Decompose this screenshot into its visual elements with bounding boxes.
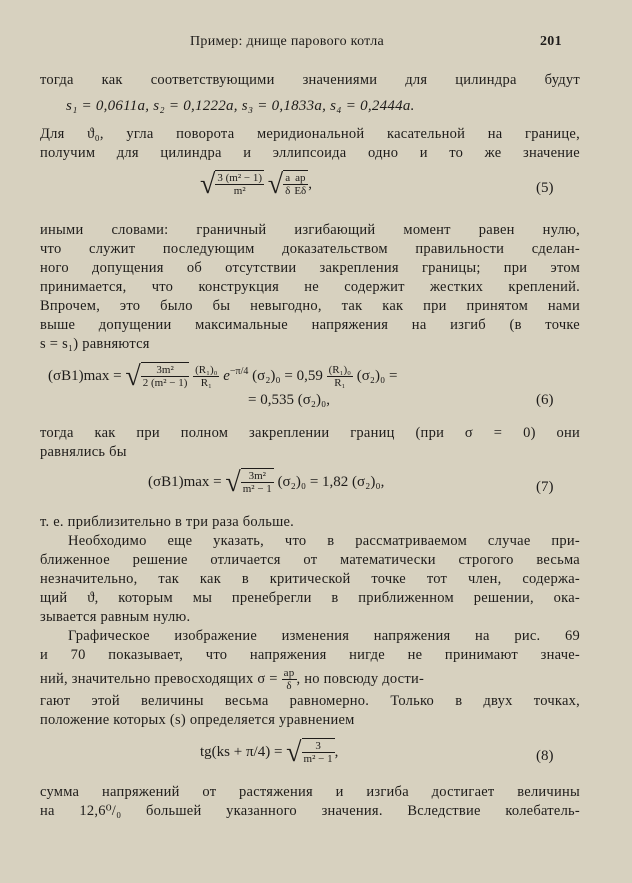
text-line: тогда как соответствующими значениями для цилиндра будут [40,72,580,88]
equation-6-line-1: (σB1)max = √ $\frac{\text{3m²}}{\text{2 (m² − 1)}}$ $\frac{\text{(R₁)₀}}{\text{R₁}}$ $e^{-\pi/4}$ (σ₂)₀ = 0,59 $\frac{\text{(R₁)₀}}{\text{R₁}}$ (σ₂)₀ = [48,360,398,392]
equation-number-8: (8) [536,748,554,764]
text-line: Необходимо еще указать, что в рассматриваемом случае при- [68,533,580,549]
text-line: Впрочем, это было бы невыгодно, так как при принятом нами [40,298,580,314]
text-line: равнялись бы [40,444,127,460]
equation-number-7: (7) [536,479,554,495]
sigma-symbol: σ = [257,670,278,687]
equation-8: tg(ks + π/4) = √ $\frac{3}{\text{m² − 1}}$ , [200,736,339,768]
header-title: Пример: днище парового котла [190,34,385,49]
text-line: тогда как при полном закреплении границ (при σ = 0) они [40,425,580,441]
text-line: положение которых (s) определяется уравнением [40,712,355,728]
fraction-denominator: δ [286,680,292,692]
text-line-with-fraction [40,667,580,692]
equation-number-5: (5) [536,180,554,196]
text-line: ближенное решение отличается от математически строгого весьма [40,552,580,568]
text-line: т. е. приблизительно в три раза больше. [40,514,295,530]
text-line: принимается, что конструкция не содержит жестких креплений. [40,279,580,295]
text-fragment: , но повсюду дости- [296,670,425,687]
text-line: гают этой величины весьма равномерно. Только в двух точках, [40,693,580,709]
text-line: что служит последующим доказательством правильности сделан- [40,241,580,257]
equation-s-values: s₁ = 0,0611a, s₂ = 0,1222a, s₃ = 0,1833a, s₄ = 0,2444a. [66,98,415,114]
equation-5: √ $\frac{\text{3 (m² − 1)}}{\text{m²}}$ √ $\frac{a}{\delta}$ $\frac{ap}{E\delta}$ , [200,168,312,200]
equation-7: (σB1)max = √ $\frac{\text{3m²}}{\text{m² − 1}}$ (σ₂)₀ = 1,82 (σ₂)₀, [148,466,385,498]
text-line: сумма напряжений от растяжения и изгиба достигает величины [40,784,580,800]
text-line: s = s₁) равняются [40,336,150,352]
text-line: незначительно, так как в критической точке тот член, содержа- [40,571,580,587]
text-line: и 70 показывает, что напряжения нигде не принимают значе- [40,647,580,663]
text-line: Графическое изображение изменения напряжения на рис. 69 [68,628,580,644]
eq8-lhs: tg(ks + π/4) = [200,743,283,760]
eq6-mid: (σ₂)₀ = 0,59 [252,367,323,384]
text-line: выше допущении максимальные напряжения на изгиб (в точке [40,317,580,333]
text-line: на 12,6⁰/₀ большей указанного значения. Вследствие колебатель- [40,803,580,819]
text-line: Для ϑ₀, угла поворота меридиональной касательной на границе, [40,126,580,142]
text-line: иными словами: граничный изгибающий момент равен нулю, [40,222,580,238]
eq6-tail: (σ₂)₀ = [356,367,398,384]
equation-6-line-2: = 0,535 (σ₂)₀, [248,392,330,408]
text-fragment: ний, значительно превосходящих [40,670,254,687]
eq7-rhs: (σ₂)₀ = 1,82 (σ₂)₀, [277,473,385,490]
fraction-numerator: ap [283,667,295,679]
text-line: зывается равным нулю. [40,609,191,625]
page-number: 201 [540,34,562,49]
equation-number-6: (6) [536,392,554,408]
eq6-lhs: (σB1)max = [48,367,122,384]
text-line: ного допущения об отсутствии закрепления границы; при этом [40,260,580,276]
text-line: щий ϑ, которым мы пренебрегли в приближенном решении, ока- [40,590,580,606]
text-line: получим для цилиндра и эллипсоида одно и то же значение [40,145,580,161]
eq7-lhs: (σB1)max = [148,473,222,490]
